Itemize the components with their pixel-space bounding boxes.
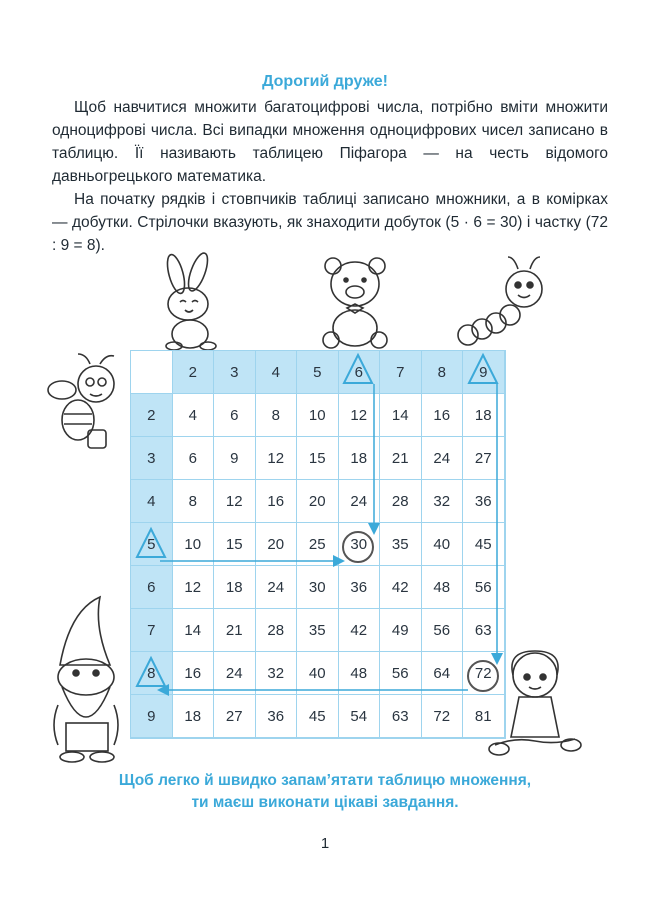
intro-paragraph-2: На початку рядків і стовпчиків таблиці записано множники, а в комірках — добутки. Стрілочки вказують, як знаходити добуток (5 · 6 = 30) і частку (72 : 9 = 8). xyxy=(52,191,608,254)
product-cell: 32 xyxy=(256,652,298,695)
product-cell: 63 xyxy=(380,695,422,738)
product-cell: 45 xyxy=(297,695,339,738)
product-cell: 16 xyxy=(256,480,298,523)
product-cell: 35 xyxy=(380,523,422,566)
column-header-cell: 4 xyxy=(256,351,298,394)
product-cell: 24 xyxy=(339,480,381,523)
product-cell: 12 xyxy=(214,480,256,523)
row-header-cell: 5 xyxy=(131,523,173,566)
bunny-icon xyxy=(150,252,230,352)
product-cell: 10 xyxy=(173,523,215,566)
product-cell: 6 xyxy=(214,394,256,437)
row-header-cell: 7 xyxy=(131,609,173,652)
product-cell: 20 xyxy=(256,523,298,566)
intro-text xyxy=(52,96,608,257)
product-cell: 30 xyxy=(339,523,381,566)
column-header-cell: 3 xyxy=(214,351,256,394)
product-cell: 56 xyxy=(422,609,464,652)
bee-icon xyxy=(40,350,130,460)
product-cell: 9 xyxy=(214,437,256,480)
product-cell: 12 xyxy=(339,394,381,437)
product-cell: 6 xyxy=(173,437,215,480)
product-cell: 25 xyxy=(297,523,339,566)
product-cell: 42 xyxy=(339,609,381,652)
product-cell: 21 xyxy=(380,437,422,480)
product-cell: 54 xyxy=(339,695,381,738)
product-cell: 36 xyxy=(256,695,298,738)
product-cell: 18 xyxy=(173,695,215,738)
product-cell: 28 xyxy=(380,480,422,523)
product-cell: 72 xyxy=(422,695,464,738)
product-cell: 8 xyxy=(256,394,298,437)
product-cell: 30 xyxy=(297,566,339,609)
row-header-cell: 6 xyxy=(131,566,173,609)
product-cell: 72 xyxy=(463,652,505,695)
product-cell: 15 xyxy=(214,523,256,566)
product-cell: 16 xyxy=(422,394,464,437)
product-cell: 64 xyxy=(422,652,464,695)
column-header-cell: 5 xyxy=(297,351,339,394)
product-cell: 18 xyxy=(214,566,256,609)
footer-line-2: ти маєш виконати цікаві завдання. xyxy=(191,794,459,811)
product-cell: 27 xyxy=(214,695,256,738)
product-cell: 16 xyxy=(173,652,215,695)
product-cell: 27 xyxy=(463,437,505,480)
footer-line-1: Щоб легко й швидко запам’ятати таблицю множення, xyxy=(118,772,532,789)
product-cell: 12 xyxy=(256,437,298,480)
product-cell: 48 xyxy=(422,566,464,609)
product-cell: 28 xyxy=(256,609,298,652)
footer-text xyxy=(0,770,650,814)
product-cell: 12 xyxy=(173,566,215,609)
product-cell: 20 xyxy=(297,480,339,523)
product-cell: 24 xyxy=(422,437,464,480)
column-header-cell: 7 xyxy=(380,351,422,394)
product-cell: 56 xyxy=(380,652,422,695)
column-header-cell: 6 xyxy=(339,351,381,394)
gnome-icon xyxy=(40,595,135,765)
product-cell: 56 xyxy=(463,566,505,609)
product-cell: 35 xyxy=(297,609,339,652)
page-number: 1 xyxy=(320,835,330,852)
product-cell: 24 xyxy=(214,652,256,695)
product-cell: 36 xyxy=(339,566,381,609)
product-cell: 40 xyxy=(297,652,339,695)
product-cell: 14 xyxy=(173,609,215,652)
product-cell: 42 xyxy=(380,566,422,609)
teddy-bear-icon xyxy=(315,252,395,352)
product-cell: 18 xyxy=(339,437,381,480)
product-cell: 45 xyxy=(463,523,505,566)
product-cell: 48 xyxy=(339,652,381,695)
row-header-cell: 8 xyxy=(131,652,173,695)
product-cell: 10 xyxy=(297,394,339,437)
column-header-cell: 2 xyxy=(173,351,215,394)
product-cell: 24 xyxy=(256,566,298,609)
multiplication-table xyxy=(130,350,506,739)
product-cell: 4 xyxy=(173,394,215,437)
table-corner-cell xyxy=(131,351,173,394)
product-cell: 8 xyxy=(173,480,215,523)
product-cell: 21 xyxy=(214,609,256,652)
product-cell: 63 xyxy=(463,609,505,652)
column-header-cell: 9 xyxy=(463,351,505,394)
caterpillar-icon xyxy=(452,255,562,350)
row-header-cell: 9 xyxy=(131,695,173,738)
row-header-cell: 4 xyxy=(131,480,173,523)
page-title: Дорогий друже! xyxy=(262,73,388,90)
product-cell: 40 xyxy=(422,523,464,566)
product-cell: 14 xyxy=(380,394,422,437)
product-cell: 81 xyxy=(463,695,505,738)
product-cell: 15 xyxy=(297,437,339,480)
product-cell: 49 xyxy=(380,609,422,652)
row-header-cell: 3 xyxy=(131,437,173,480)
column-header-cell: 8 xyxy=(422,351,464,394)
product-cell: 18 xyxy=(463,394,505,437)
row-header-cell: 2 xyxy=(131,394,173,437)
product-cell: 36 xyxy=(463,480,505,523)
product-cell: 32 xyxy=(422,480,464,523)
intro-paragraph-1: Щоб навчитися множити багатоцифрові числа, потрібно вміти множити одноцифрові числа. Всі випадки множення одноцифрових чисел записано в таблицю. Її називають таблицею Піфагора — на честь відомого давньогрецького математика. xyxy=(52,99,608,185)
